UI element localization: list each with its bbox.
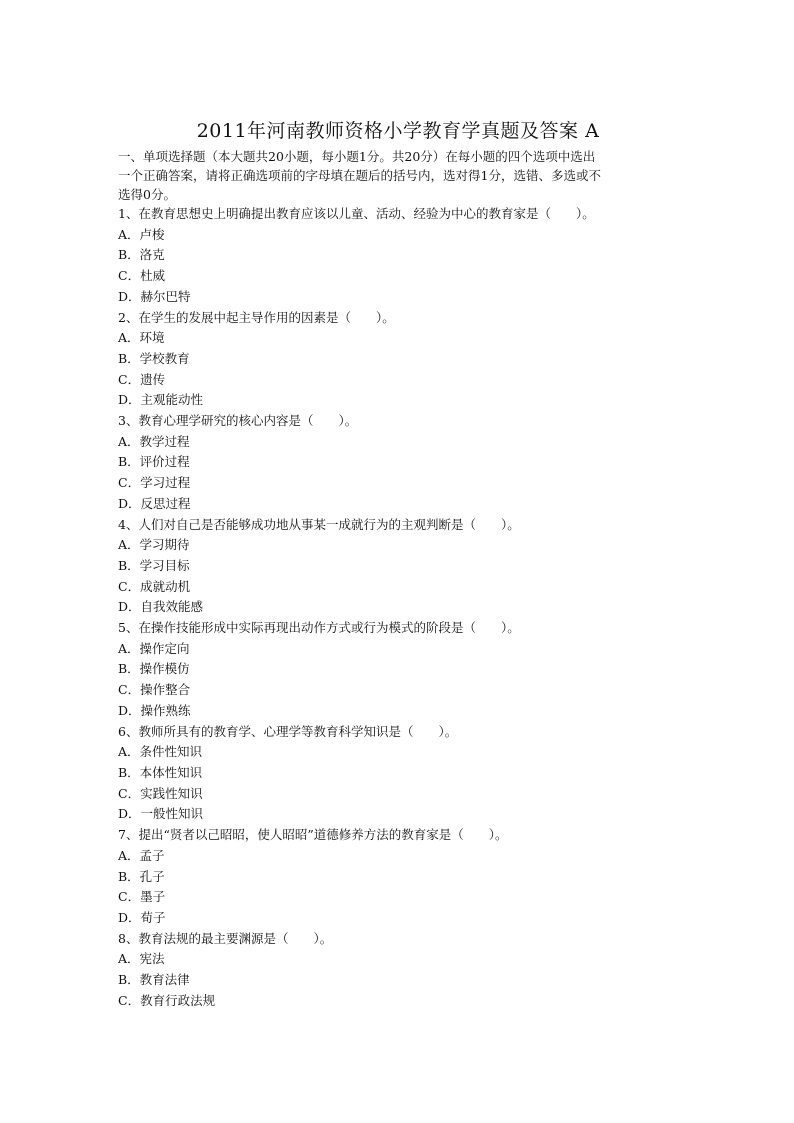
answer-option: A．操作定向 xyxy=(118,640,190,656)
question-stem: 7、提出“贤者以己昭昭，使人昭昭”道德修养方法的教育家是（ ）。 xyxy=(118,827,508,843)
answer-option: B．操作模仿 xyxy=(118,661,190,677)
section-intro xyxy=(118,147,678,204)
answer-option: C．学习过程 xyxy=(118,475,191,491)
answer-option: A．学习期待 xyxy=(118,537,190,553)
answer-option: C．操作整合 xyxy=(118,682,191,698)
question-block xyxy=(118,204,678,308)
question-block xyxy=(118,618,678,722)
question-stem: 8、教育法规的最主要渊源是（ ）。 xyxy=(118,930,333,946)
answer-option: C．杜威 xyxy=(118,268,166,284)
question-block xyxy=(118,515,678,619)
answer-option: B．教育法律 xyxy=(118,972,190,988)
question-stem: 6、教师所具有的教育学、心理学等教育科学知识是（ ）。 xyxy=(118,723,458,739)
answer-option: C．遗传 xyxy=(118,371,166,387)
answer-option: A．孟子 xyxy=(118,847,165,863)
answer-option: B．洛克 xyxy=(118,247,165,263)
answer-option: D．反思过程 xyxy=(118,495,191,511)
question-stem: 2、在学生的发展中起主导作用的因素是（ ）。 xyxy=(118,309,395,325)
intro-line: 一、单项选择题（本大题共20小题，每小题1分。共20分）在每小题的四个选项中选出 xyxy=(118,149,596,164)
answer-option: D．荀子 xyxy=(118,909,166,925)
answer-option: A．教学过程 xyxy=(118,433,190,449)
question-list xyxy=(118,204,678,1011)
answer-option: A．条件性知识 xyxy=(118,744,203,760)
document-title: 2011年河南教师资格小学教育学真题及答案 A xyxy=(196,120,600,142)
answer-option: A．卢梭 xyxy=(118,226,165,242)
answer-option: B．本体性知识 xyxy=(118,764,203,780)
answer-option: D．一般性知识 xyxy=(118,806,204,822)
intro-line: 一个正确答案，请将正确选项前的字母填在题后的括号内，选对得1分，选错、多选或不 xyxy=(118,168,601,183)
answer-option: D．操作熟练 xyxy=(118,702,191,718)
answer-option: D．赫尔巴特 xyxy=(118,288,191,304)
answer-option: D．自我效能感 xyxy=(118,599,204,615)
question-block xyxy=(118,411,678,515)
answer-option: B．学校教育 xyxy=(118,350,190,366)
question-block xyxy=(118,929,678,1012)
answer-option: B．学习目标 xyxy=(118,557,190,573)
answer-option: C．实践性知识 xyxy=(118,785,203,801)
question-stem: 1、在教育思想史上明确提出教育应该以儿童、活动、经验为中心的教育家是（ ）。 xyxy=(118,206,595,221)
question-block xyxy=(118,308,678,412)
answer-option: B．孔子 xyxy=(118,868,165,884)
intro-line: 选得0分。 xyxy=(118,187,176,202)
answer-option: A．宪法 xyxy=(118,951,165,967)
question-block xyxy=(118,722,678,826)
question-stem: 3、教育心理学研究的核心内容是（ ）。 xyxy=(118,413,358,429)
answer-option: C．成就动机 xyxy=(118,578,191,594)
answer-option: B．评价过程 xyxy=(118,454,190,470)
question-stem: 5、在操作技能形成中实际再现出动作方式或行为模式的阶段是（ ）。 xyxy=(118,620,520,636)
question-stem: 4、人们对自己是否能够成功地从事某一成就行为的主观判断是（ ）。 xyxy=(118,516,520,532)
document-page xyxy=(118,118,678,1011)
question-block xyxy=(118,825,678,929)
answer-option: A．环境 xyxy=(118,330,165,346)
answer-option: C．墨子 xyxy=(118,889,166,905)
answer-option: C．教育行政法规 xyxy=(118,992,216,1008)
answer-option: D．主观能动性 xyxy=(118,392,204,408)
